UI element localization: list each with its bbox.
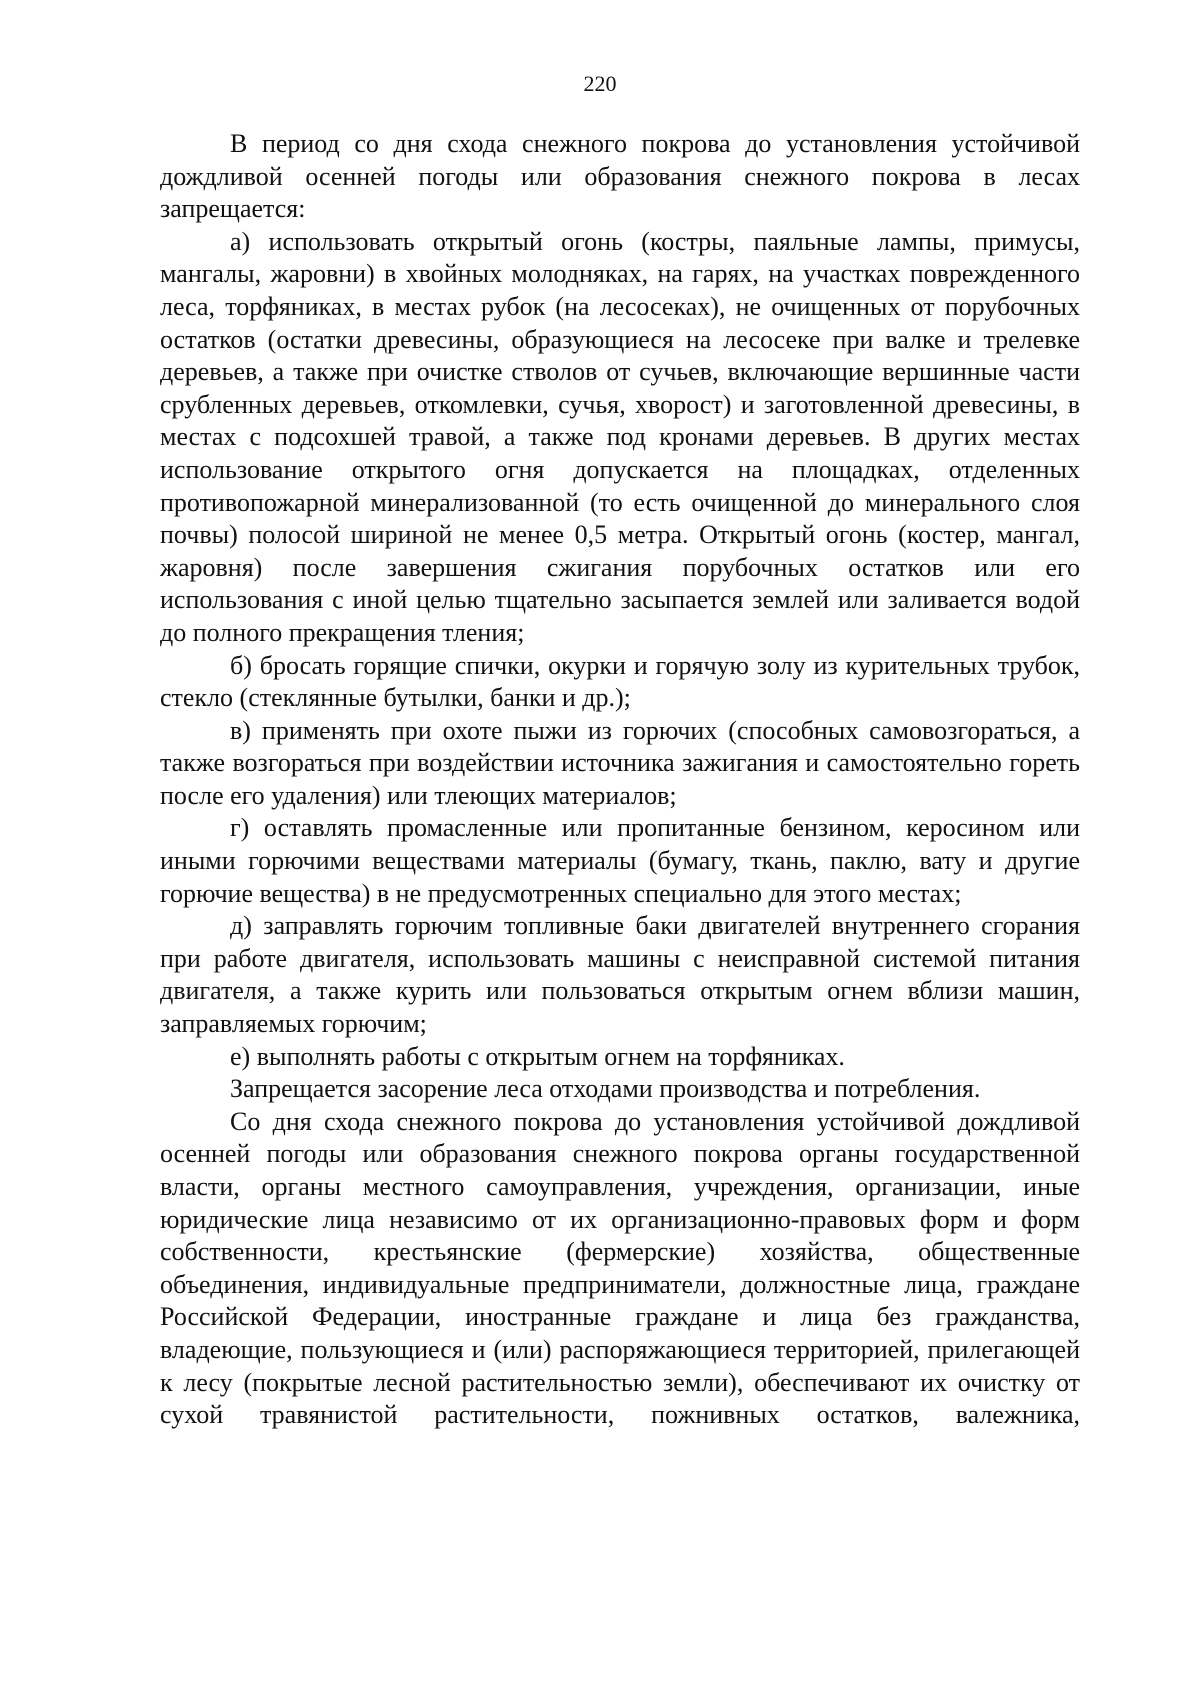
page-number: 220 <box>583 71 617 96</box>
paragraph-item-e: е) выполнять работы с открытым огнем на торфяниках. <box>230 1041 845 1071</box>
paragraph-littering-ban: Запрещается засорение леса отходами производства и потребления. <box>230 1074 981 1104</box>
paragraph-item-g: г) оставлять промасленные или пропитанные бензином, керосином или иными горючими веществами материалы (бумагу, ткань, паклю, вату и другие горючие вещества) в не предусмотренных специально для этого местах; <box>160 813 1080 908</box>
document-body <box>160 128 1080 1432</box>
paragraph-intro: В период со дня схода снежного покрова до установления устойчивой дождливой осенней погоды или образования снежного покрова в лесах запрещается: <box>160 129 1080 224</box>
paragraph-item-a: а) использовать открытый огонь (костры, паяльные лампы, примусы, мангалы, жаровни) в хвойных молодняках, на гарях, на участках поврежденного леса, торфяниках, в местах рубок (на лесосеках), не очищенных от порубочных остатков (остатки древесины, образующиеся на лесосеке при валке и трелевке деревьев, а также при очистке стволов от сучьев, включающие вершинные части срубленных деревьев, откомлевки, сучья, хворост) и заготовленной древесины, в местах с подсохшей травой, а также под кронами деревьев. В других местах использование открытого огня допускается на площадках, отделенных противопожарной минерализованной (то есть очищенной до минерального слоя почвы) полосой шириной не менее 0,5 метра. Открытый огонь (костер, мангал, жаровня) после завершения сжигания порубочных остатков или его использования с иной целью тщательно засыпается землей или заливается водой до полного прекращения тления; <box>160 226 1080 647</box>
paragraph-item-v: в) применять при охоте пыжи из горючих (способных самовозгораться, а также возгораться при воздействии источника зажигания и самостоятельно гореть после его удаления) или тлеющих материалов; <box>160 715 1080 810</box>
paragraph-item-d: д) заправлять горючим топливные баки двигателей внутреннего сгорания при работе двигателя, использовать машины с неисправной системой питания двигателя, а также курить или пользоваться открытым огнем вблизи машин, заправляемых горючим; <box>160 911 1080 1039</box>
paragraph-item-b: б) бросать горящие спички, окурки и горячую золу из курительных трубок, стекло (стеклянные бутылки, банки и др.); <box>160 650 1080 713</box>
paragraph-clearing-duty: Со дня схода снежного покрова до установления устойчивой дождливой осенней погоды или образования снежного покрова органы государственной власти, органы местного самоуправления, учреждения, организации, иные юридические лица независимо от их организационно-правовых форм и форм собственности, крестьянские (фермерские) хозяйства, общественные объединения, индивидуальные предприниматели, должностные лица, граждане Российской Федерации, иностранные граждане и лица без гражданства, владеющие, пользующиеся и (или) распоряжающиеся территорией, прилегающей к лесу (покрытые лесной растительностью земли), обеспечивают их очистку от сухой травянистой растительности, пожнивных остатков, валежника, <box>160 1106 1080 1430</box>
